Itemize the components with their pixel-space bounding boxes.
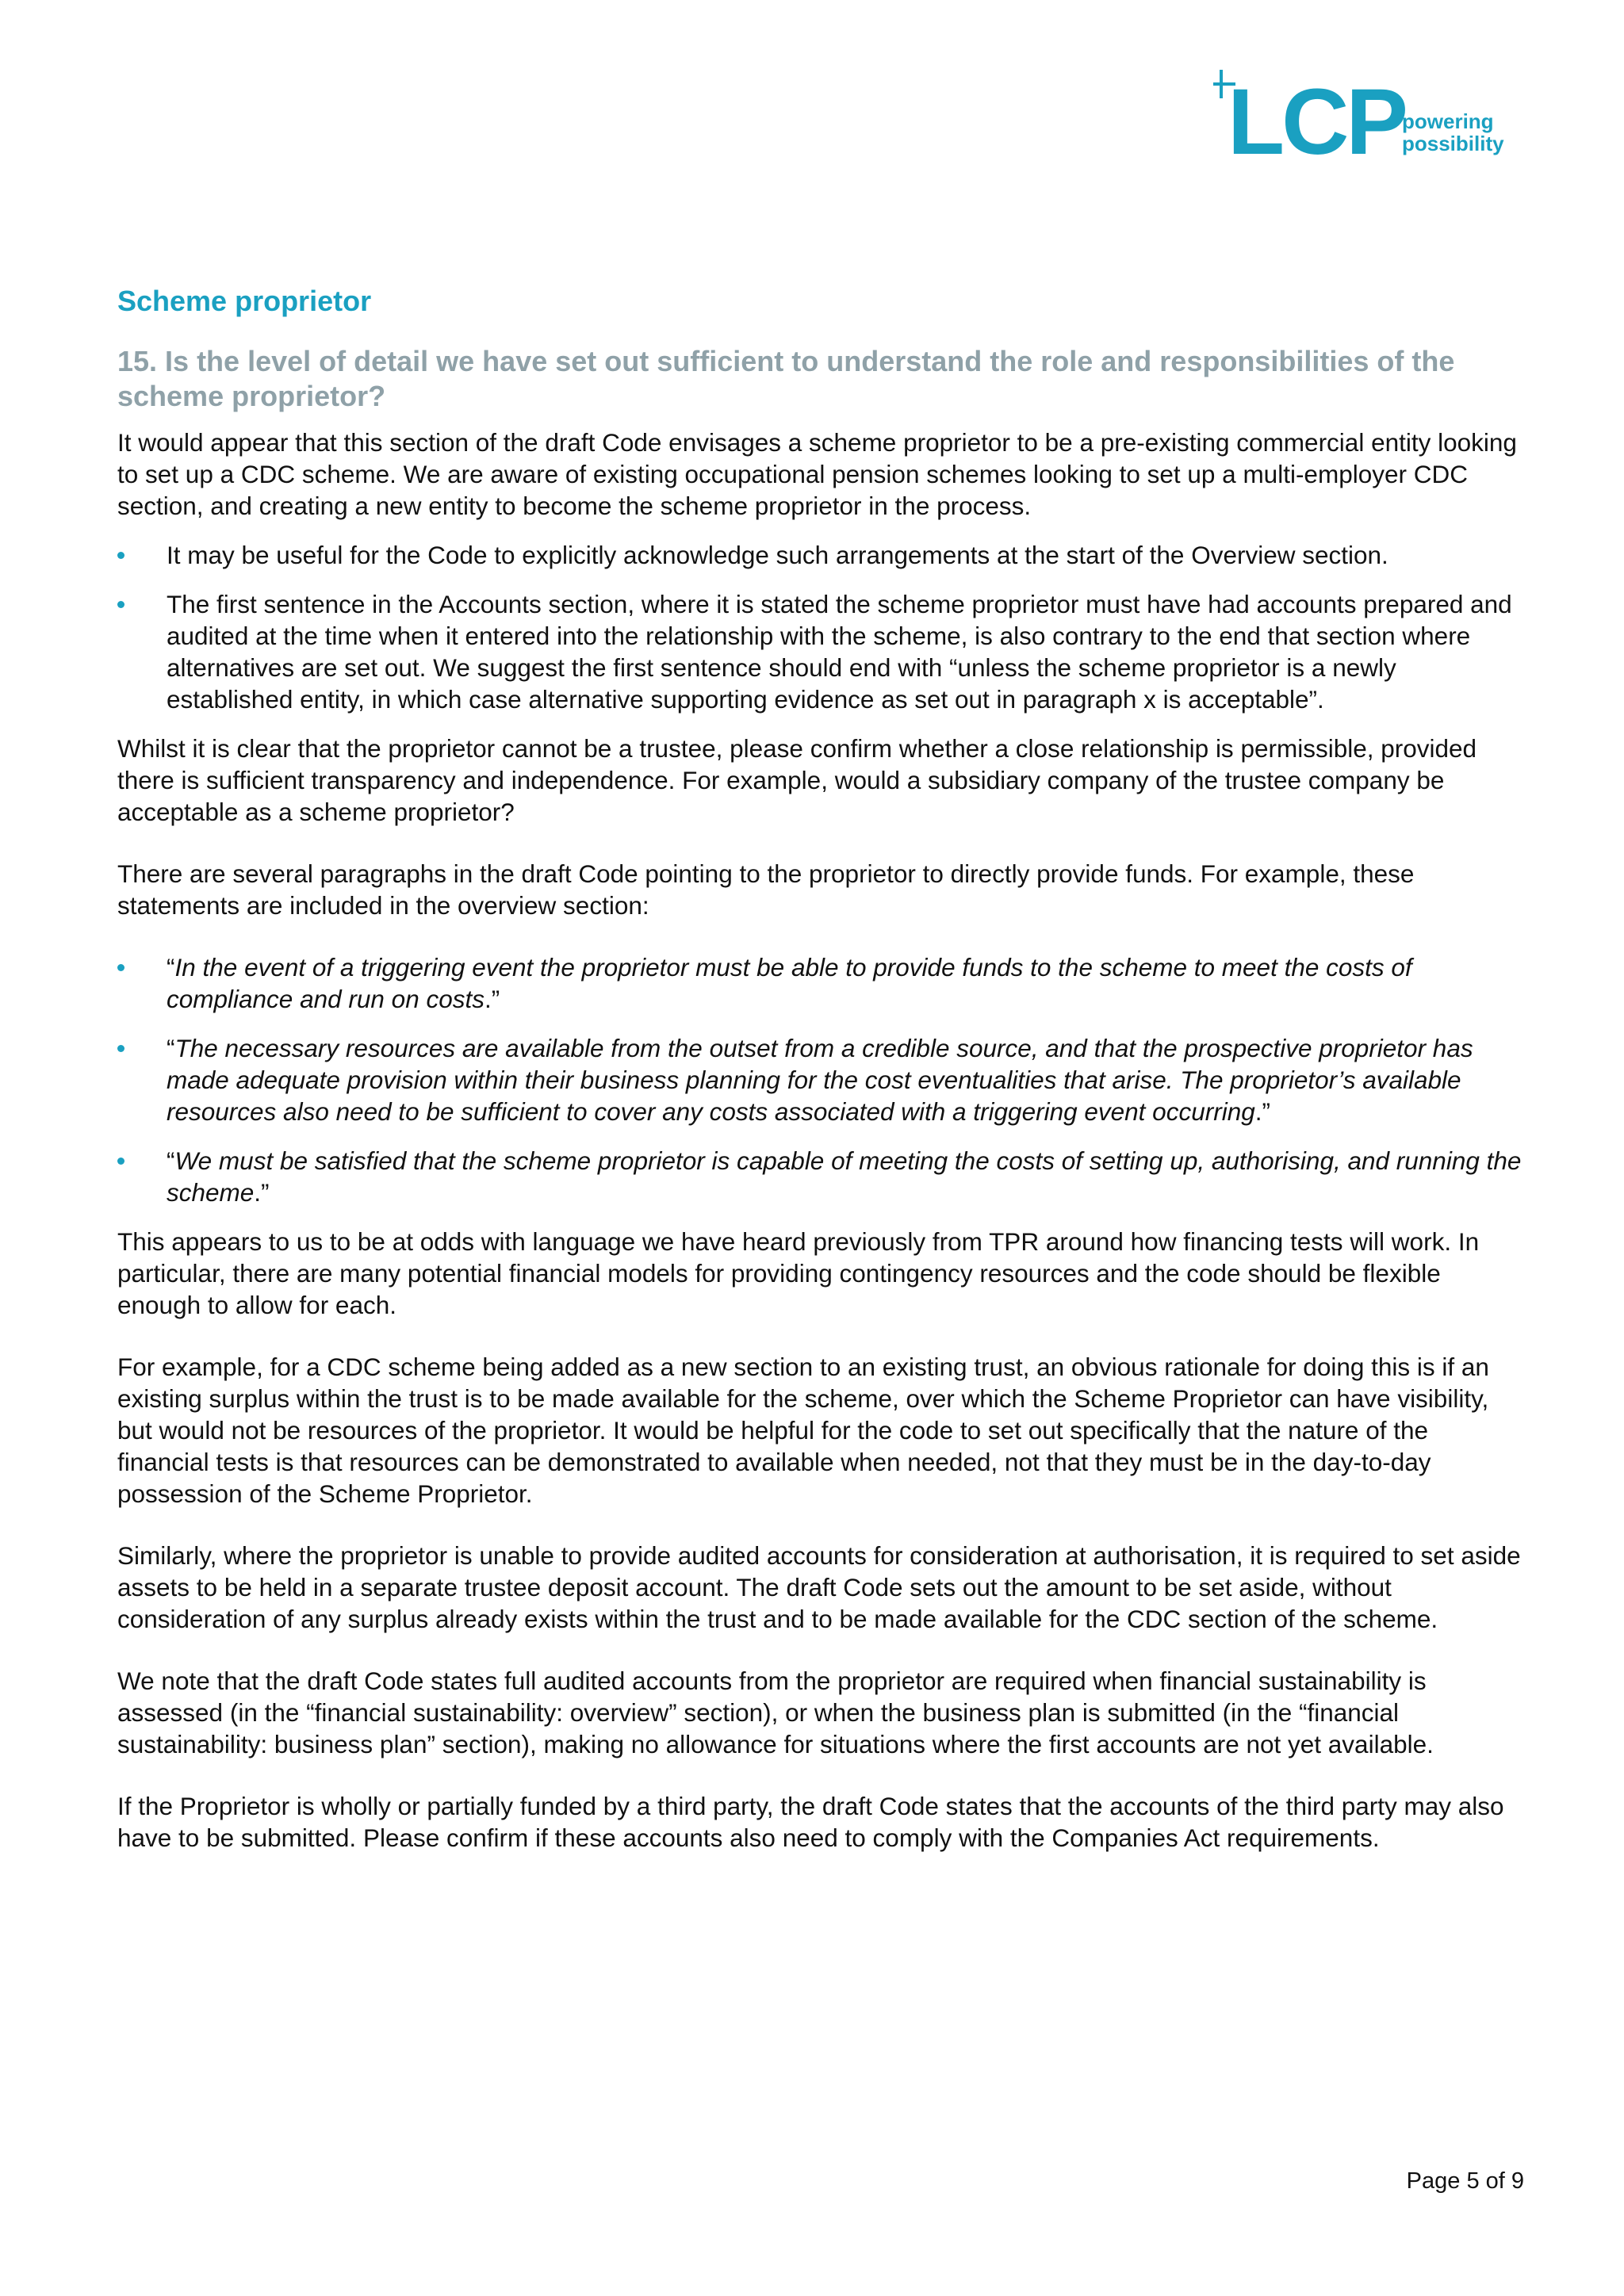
lcp-logo [1213,57,1522,168]
quote-open: “ [167,1146,175,1175]
page-number: Page 5 of 9 [1406,2168,1524,2194]
list-item [117,588,1525,715]
bullet-icon [117,1158,124,1165]
intro-paragraph: It would appear that this section of the draft Code envisages a scheme proprietor to be a pre-existing commercial entity looking to set up a CDC scheme. We are aware of existing occupational pension schemes looking to set up a multi-employer CDC section, and creating a new entity to become the scheme proprietor in the process. [117,428,1517,520]
trustee-paragraph: Whilst it is clear that the proprietor cannot be a trustee, please confirm whether a close relationship is permissible, provided there is sufficient transparency and independence. For example, would a subsidiary company of the trustee company be acceptable as a scheme proprietor? [117,734,1477,826]
quote-item [117,1032,1525,1127]
quote-item [117,1145,1525,1208]
similarly-paragraph: Similarly, where the proprietor is unable to provide audited accounts for consideration at authorisation, it is required to set aside assets to be held in a separate trustee deposit account. The draft Code sets out the amount to be set aside, without consideration of any surplus already exists within the trust and to be made available for the CDC section of the scheme. [117,1541,1521,1633]
lcp-logo-graphic [1213,57,1522,168]
quote-text: We must be satisfied that the scheme proprietor is capable of meeting the costs of setting up, authorising, and running the scheme [167,1146,1522,1207]
bullet-icon [117,1045,124,1052]
odds-paragraph: This appears to us to be at odds with language we have heard previously from TPR around how financing tests will work. In particular, there are many potential financial models for providing contingency resources and the code should be flexible enough to allow for each. [117,1227,1480,1319]
quote-open: “ [167,953,175,982]
quote-open: “ [167,1034,175,1062]
bullet-icon [117,964,124,971]
section-heading: Scheme proprietor [117,285,372,317]
logo-wordmark: LCP [1228,70,1405,168]
third-party-paragraph: If the Proprietor is wholly or partially funded by a third party, the draft Code states that the accounts of the third party may also have to be submitted. Please confirm if these accounts also need to comply with the Companies Act requirements. [117,1792,1504,1852]
quote-close: .” [254,1178,270,1207]
bullet-icon [117,601,124,608]
main-content [117,282,1525,1884]
logo-tagline-line1: powering [1402,109,1494,133]
list-item-text: It may be useful for the Code to explicitly acknowledge such arrangements at the start of the Overview section. [167,541,1388,569]
funds-paragraph: There are several paragraphs in the draft Code pointing to the proprietor to directly provide funds. For example, these statements are included in the overview section: [117,859,1415,920]
quote-item [117,951,1525,1015]
bullet-icon [117,552,124,559]
list-item [117,539,1525,571]
bullet-list-arrangements [117,539,1525,715]
logo-tagline-line2: possibility [1402,132,1504,155]
question-heading: 15. Is the level of detail we have set out sufficient to understand the role and responsibilities of the scheme proprietor? [117,345,1455,412]
quote-close: .” [1254,1097,1270,1126]
quote-text: The necessary resources are available from the outset from a credible source, and that the prospective proprietor has made adequate provision within their business planning for the cost eventualities that arise. The proprietor’s available resources also need to be sufficient to cover any costs associated with a triggering event occurring [167,1034,1473,1126]
list-item-text: The first sentence in the Accounts section, where it is stated the scheme proprietor must have had accounts prepared and audited at the time when it entered into the relationship with the scheme, is also contrary to the end that section where alternatives are set out. We suggest the first sentence should end with “unless the scheme proprietor is a newly established entity, in which case alternative supporting evidence as set out in paragraph x is acceptable”. [167,590,1512,714]
quote-text: In the event of a triggering event the proprietor must be able to provide funds to the scheme to meet the costs of compliance and run on costs [167,953,1412,1013]
example-paragraph: For example, for a CDC scheme being added as a new section to an existing trust, an obvious rationale for doing this is if an existing surplus within the trust is to be made available for the scheme, over which the Scheme Proprietor can have visibility, but would not be resources of the proprietor. It would be helpful for the code to set out specifically that the nature of the financial tests is that resources can be demonstrated to available when needed, not that they must be in the day-to-day possession of the Scheme Proprietor. [117,1353,1489,1508]
quote-close: .” [484,985,500,1013]
bullet-list-quotes [117,951,1525,1208]
note-paragraph: We note that the draft Code states full audited accounts from the proprietor are required when financial sustainability is assessed (in the “financial sustainability: overview” section), or when the business plan is submitted (in the “financial sustainability: business plan” section), making no allowance for situations where the first accounts are not yet available. [117,1667,1434,1758]
